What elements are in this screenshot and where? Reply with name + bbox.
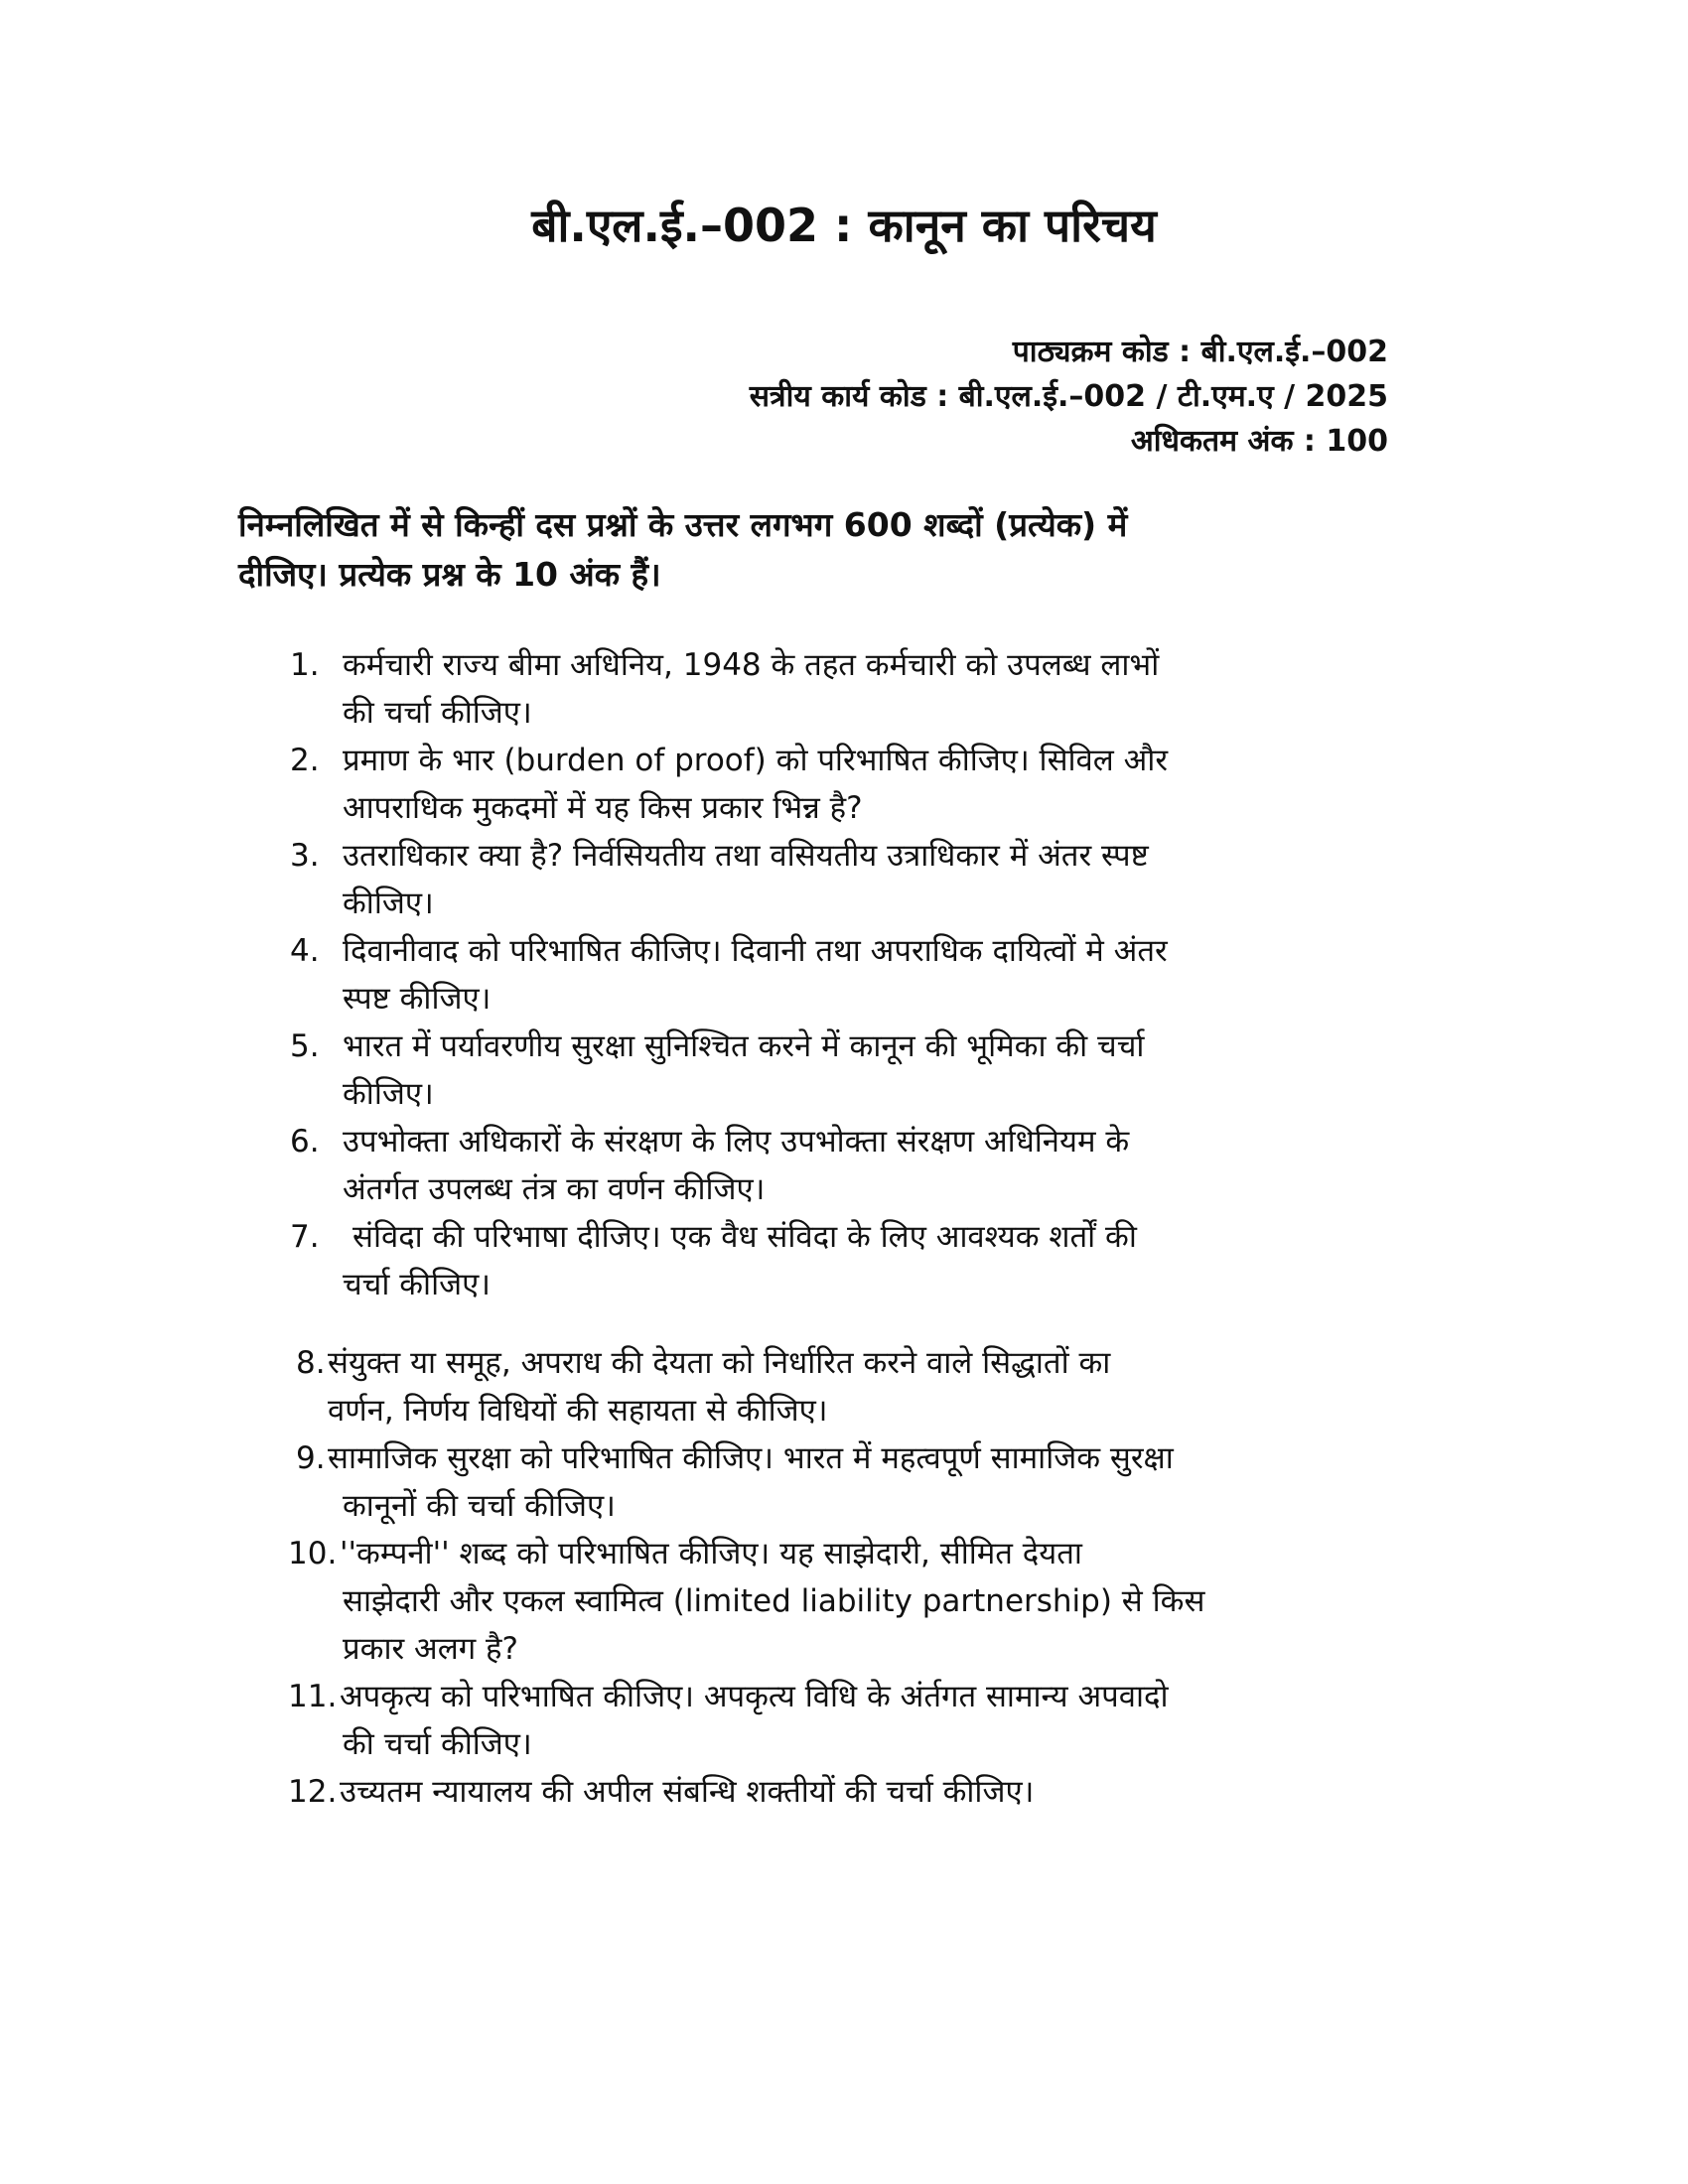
list-item: [238, 1339, 1589, 1434]
question-text: उपभोक्ता अधिकारों के संरक्षण के लिए उपभोक्ता संरक्षण अधिनियम के: [343, 1124, 1130, 1160]
instruction-paragraph: [238, 500, 1127, 600]
question-number: 11.: [288, 1679, 338, 1714]
assignment-header: [750, 330, 1388, 464]
question-number: 3.: [290, 838, 320, 874]
question-text: वर्णन, निर्णय विधियों की सहायता से कीजिए।: [328, 1393, 828, 1429]
question-text: संविदा की परिभाषा दीजिए। एक वैध संविदा के लिए आवश्यक शर्तों की: [352, 1219, 1137, 1255]
question-text: प्रकार अलग है?: [343, 1631, 518, 1667]
list-item: [238, 1118, 1589, 1213]
question-text: प्रमाण के भार (burden of proof) को परिभाषित कीजिए। सिविल और: [343, 743, 1169, 778]
list-item: [238, 927, 1589, 1023]
question-text: अपकृत्य को परिभाषित कीजिए। अपकृत्य विधि के अंर्तगत सामान्य अपवादो: [340, 1679, 1169, 1714]
question-text: चर्चा कीजिए।: [343, 1267, 492, 1302]
course-code-line: पाठ्यक्रम कोड : बी.एल.ई.–002: [1012, 335, 1388, 369]
question-number: 8.: [296, 1345, 326, 1381]
list-item: [238, 1434, 1589, 1530]
question-text: उतराधिकार क्या है? निर्वसियतीय तथा वसियतीय उत्राधिकार में अंतर स्पष्ट: [343, 838, 1149, 874]
question-number: 7.: [290, 1219, 320, 1255]
question-text: दिवानीवाद को परिभाषित कीजिए। दिवानी तथा अपराधिक दायित्वों मे अंतर: [343, 933, 1168, 969]
question-text: अंतर्गत उपलब्ध तंत्र का वर्णन कीजिए।: [343, 1171, 766, 1207]
question-text: सामाजिक सुरक्षा को परिभाषित कीजिए। भारत में महत्वपूर्ण सामाजिक सुरक्षा: [328, 1440, 1174, 1476]
question-text: की चर्चा कीजिए।: [343, 1726, 532, 1762]
question-number: 4.: [290, 933, 320, 969]
question-text: कीजिए।: [343, 886, 434, 921]
question-number: 5.: [290, 1028, 320, 1064]
question-text: कर्मचारी राज्य बीमा अधिनिय, 1948 के तहत कर्मचारी को उपलब्ध लाभों: [343, 647, 1160, 683]
question-text: आपराधिक मुकदमों में यह किस प्रकार भिन्न है?: [343, 790, 863, 826]
list-item: [238, 1023, 1589, 1118]
question-text: कीजिए।: [343, 1076, 434, 1112]
instruction-line: दीजिए। प्रत्येक प्रश्न के 10 अंक हैं।: [238, 555, 661, 594]
question-number: 9.: [296, 1440, 326, 1476]
list-item: [238, 737, 1589, 832]
page-title: बी.एल.ई.–002 : कानून का परिचय: [531, 199, 1157, 252]
question-number: 2.: [290, 743, 320, 778]
list-item: [238, 1768, 1589, 1816]
question-number: 6.: [290, 1124, 320, 1160]
question-number: 1.: [290, 647, 320, 683]
question-list: [238, 641, 1589, 1816]
list-item: [238, 1673, 1589, 1768]
list-item: [238, 832, 1589, 927]
question-text: भारत में पर्यावरणीय सुरक्षा सुनिश्चित करने में कानून की भूमिका की चर्चा: [343, 1028, 1145, 1064]
list-item: [238, 1213, 1589, 1308]
max-marks-line: अधिकतम अंक : 100: [1130, 424, 1388, 459]
instruction-line: निम्नलिखित में से किन्हीं दस प्रश्नों के उत्तर लगभग 600 शब्दों (प्रत्येक) में: [238, 505, 1128, 544]
question-text: कानूनों की चर्चा कीजिए।: [343, 1488, 616, 1524]
question-number: 10.: [288, 1536, 338, 1571]
question-text: उच्यतम न्यायालय की अपील संबन्धि शक्तीयों की चर्चा कीजिए।: [340, 1774, 1035, 1810]
assignment-code-line: सत्रीय कार्य कोड : बी.एल.ई.–002 / टी.एम.ए / 2025: [749, 379, 1388, 414]
question-text: ''कम्पनी'' शब्द को परिभाषित कीजिए। यह साझेदारी, सीमित देयता: [340, 1536, 1082, 1571]
list-item: [238, 1530, 1589, 1673]
list-item: [238, 641, 1589, 737]
question-number: 12.: [288, 1774, 338, 1810]
question-text: संयुक्त या समूह, अपराध की देयता को निर्धारित करने वाले सिद्धातों का: [328, 1345, 1111, 1381]
question-text: की चर्चा कीजिए।: [343, 695, 532, 731]
question-text: साझेदारी और एकल स्वामित्व (limited liability partnership) से किस: [343, 1583, 1205, 1619]
question-text: स्पष्ट कीजिए।: [343, 981, 492, 1017]
